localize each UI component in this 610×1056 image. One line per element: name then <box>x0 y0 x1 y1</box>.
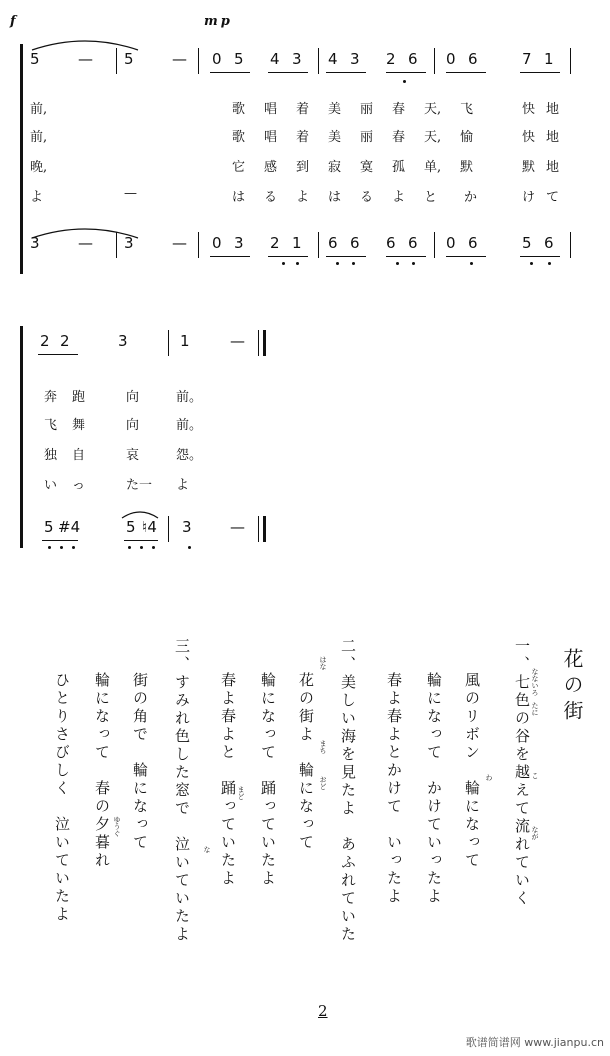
octave-dot <box>60 546 63 549</box>
note: 6 <box>350 234 360 252</box>
note: 5 <box>126 518 136 536</box>
note: 6 <box>544 234 554 252</box>
note: 2 <box>270 234 280 252</box>
lyric-syllable: た一 <box>126 478 153 493</box>
note: #4 <box>58 518 81 536</box>
beam-underline <box>386 72 426 73</box>
lyric-syllable: い <box>44 478 58 493</box>
octave-dot <box>128 546 131 549</box>
lyric-syllable: 歌 <box>232 102 246 117</box>
lyric-syllable: 春 <box>392 130 406 145</box>
note: 4 <box>328 50 338 68</box>
lyric-syllable: と <box>424 190 438 205</box>
octave-dot <box>412 262 415 265</box>
lyric-syllable: 默 <box>460 160 474 175</box>
lyric-syllable: け <box>522 190 536 205</box>
lyric-syllable: 默 <box>522 160 536 175</box>
lyric-syllable: か <box>464 190 478 205</box>
note: 4 <box>270 50 280 68</box>
octave-dot <box>352 262 355 265</box>
lyric-syllable: 晚, <box>30 160 48 175</box>
ruby-text: おど <box>319 776 327 790</box>
barline <box>168 330 169 356</box>
lyric-syllable: 唱 <box>264 130 278 145</box>
lyric-syllable: 地 <box>546 102 560 117</box>
lyric-syllable: 着 <box>296 130 310 145</box>
barline <box>198 232 199 258</box>
lyrics-column: 輪になって 踊っていたよ <box>259 672 277 888</box>
octave-dot <box>140 546 143 549</box>
lyric-syllable: 快 <box>522 130 536 145</box>
note: 3 <box>350 50 360 68</box>
lyrics-column: ひとりさびしく 泣いていたよ <box>53 672 71 924</box>
lyric-syllable: 快 <box>522 102 536 117</box>
lyric-syllable: 哀 <box>126 448 140 463</box>
note: — <box>78 50 93 68</box>
lyric-syllable: 唱 <box>264 102 278 117</box>
barline <box>570 232 571 258</box>
octave-dot <box>72 546 75 549</box>
final-barline <box>263 330 266 356</box>
octave-dot <box>296 262 299 265</box>
lyric-syllable: 寂 <box>328 160 342 175</box>
lyric-syllable: 美 <box>328 102 342 117</box>
lyrics-column: 三、すみれ色した窓で 泣いていたよ <box>173 638 191 944</box>
note: 5 <box>124 50 134 68</box>
lyric-syllable: 歌 <box>232 130 246 145</box>
lyric-syllable: 前, <box>30 130 48 145</box>
note: 0 <box>212 234 222 252</box>
beam-underline <box>210 256 250 257</box>
lyric-syllable: よ <box>392 190 406 205</box>
lyric-syllable: 春 <box>392 102 406 117</box>
octave-dot <box>282 262 285 265</box>
ruby-text: わ <box>485 774 493 781</box>
note: 2 <box>386 50 396 68</box>
note: 6 <box>386 234 396 252</box>
lyric-syllable: 自 <box>72 448 86 463</box>
note: — <box>78 234 93 252</box>
octave-dot <box>336 262 339 265</box>
lyric-syllable: 丽 <box>360 102 374 117</box>
lyric-syllable: っ <box>72 478 86 493</box>
barline <box>258 330 259 356</box>
note: 5 <box>44 518 54 536</box>
lyric-syllable: よ <box>176 478 190 493</box>
barline <box>168 516 169 542</box>
lyrics-column: 輪になって かけていったよ <box>425 672 443 906</box>
lyric-syllable: — <box>124 186 137 201</box>
lyric-syllable: 美 <box>328 130 342 145</box>
lyric-syllable: 独 <box>44 448 58 463</box>
dynamic-forte: f <box>10 14 16 29</box>
lyric-syllable: は <box>232 190 246 205</box>
barline <box>434 232 435 258</box>
note: 6 <box>408 50 418 68</box>
lyric-syllable: て <box>546 190 560 205</box>
lyric-syllable: る <box>360 190 374 205</box>
lyric-syllable: 前, <box>30 102 48 117</box>
note: 3 <box>30 234 40 252</box>
lyric-syllable: よ <box>30 190 44 205</box>
lyric-syllable: 飞 <box>44 418 58 433</box>
beam-underline <box>124 540 158 541</box>
lyric-syllable: 天, <box>424 130 442 145</box>
lyric-syllable: 孤 <box>392 160 406 175</box>
beam-underline <box>326 72 366 73</box>
note: 0 <box>212 50 222 68</box>
lyric-syllable: 地 <box>546 130 560 145</box>
lyrics-column: 二、美しい海を見たよ あふれていた <box>339 638 357 944</box>
lyrics-column: 花の街よ 輪になって <box>297 672 315 852</box>
beam-underline <box>446 256 486 257</box>
system-brace-line <box>20 44 23 274</box>
note: 1 <box>180 332 190 350</box>
ruby-text: なないろ <box>531 668 539 696</box>
barline <box>318 232 319 258</box>
lyric-syllable: 它 <box>232 160 246 175</box>
watermark: 歌谱简谱网 www.jianpu.cn <box>465 1036 604 1049</box>
note: 0 <box>446 234 456 252</box>
beam-underline <box>268 72 308 73</box>
note: 6 <box>468 234 478 252</box>
beam-underline <box>38 354 78 355</box>
octave-dot <box>403 80 406 83</box>
dynamic-mezzo-piano: mp <box>204 14 233 29</box>
lyric-syllable: 感 <box>264 160 278 175</box>
lyric-syllable: 地 <box>546 160 560 175</box>
note: 3 <box>118 332 128 350</box>
ruby-text: こ <box>531 772 539 779</box>
beam-underline <box>520 72 560 73</box>
lyric-syllable: 天, <box>424 102 442 117</box>
note: 3 <box>234 234 244 252</box>
beam-underline <box>520 256 560 257</box>
beam-underline <box>446 72 486 73</box>
octave-dot <box>152 546 155 549</box>
lyric-syllable: 愉 <box>460 130 474 145</box>
lyric-syllable: 前。 <box>176 418 203 433</box>
ruby-text: まど <box>237 786 245 800</box>
lyrics-column: 一、七色の谷を越えて流れていく <box>513 638 531 908</box>
ruby-text: まち <box>319 740 327 754</box>
octave-dot <box>396 262 399 265</box>
lyric-syllable: る <box>264 190 278 205</box>
note: 5 <box>522 234 532 252</box>
note: 1 <box>544 50 554 68</box>
barline <box>318 48 319 74</box>
octave-dot <box>188 546 191 549</box>
note: 2 <box>40 332 50 350</box>
barline <box>198 48 199 74</box>
note: — <box>172 234 187 252</box>
note: 3 <box>182 518 192 536</box>
slur-mark <box>120 508 160 520</box>
note: 6 <box>468 50 478 68</box>
lyric-syllable: よ <box>296 190 310 205</box>
beam-underline <box>210 72 250 73</box>
lyrics-column: 春よ春よとかけて いったよ <box>385 672 403 906</box>
lyrics-column: 輪になって 春の夕暮れ <box>93 672 111 870</box>
note: 6 <box>328 234 338 252</box>
note: 3 <box>124 234 134 252</box>
ruby-text: な <box>203 846 211 853</box>
note: 5 <box>30 50 40 68</box>
note: ♮4 <box>142 518 157 536</box>
lyric-syllable: は <box>328 190 342 205</box>
song-title: 花の街 <box>560 648 584 726</box>
lyric-syllable: 向 <box>126 390 140 405</box>
octave-dot <box>548 262 551 265</box>
note: 7 <box>522 50 532 68</box>
barline <box>258 516 259 542</box>
lyric-syllable: 到 <box>296 160 310 175</box>
barline <box>434 48 435 74</box>
note: — <box>230 518 245 536</box>
note: 1 <box>292 234 302 252</box>
beam-underline <box>42 540 78 541</box>
beam-underline <box>386 256 426 257</box>
note: 3 <box>292 50 302 68</box>
page-number: 2 <box>318 1002 328 1020</box>
ruby-text: たに <box>531 702 539 716</box>
lyric-syllable: 跑 <box>72 390 86 405</box>
note: 5 <box>234 50 244 68</box>
lyric-syllable: 飞 <box>460 102 474 117</box>
ruby-text: ゆうぐ <box>113 816 121 837</box>
system-brace-line <box>20 326 23 548</box>
note: 2 <box>60 332 70 350</box>
lyric-syllable: 向 <box>126 418 140 433</box>
lyric-syllable: 怨。 <box>176 448 203 463</box>
lyric-syllable: 寞 <box>360 160 374 175</box>
beam-underline <box>268 256 308 257</box>
final-barline <box>263 516 266 542</box>
note: — <box>230 332 245 350</box>
ruby-text: なが <box>531 826 539 840</box>
lyric-syllable: 前。 <box>176 390 203 405</box>
lyric-syllable: 着 <box>296 102 310 117</box>
octave-dot <box>48 546 51 549</box>
ruby-text: はな <box>319 656 327 670</box>
barline <box>570 48 571 74</box>
lyric-syllable: 单, <box>424 160 442 175</box>
beam-underline <box>326 256 366 257</box>
lyric-syllable: 丽 <box>360 130 374 145</box>
lyrics-column: 風のリボン 輪になって <box>463 672 481 870</box>
octave-dot <box>470 262 473 265</box>
note: — <box>172 50 187 68</box>
octave-dot <box>530 262 533 265</box>
lyrics-column: 春よ春よと 踊っていたよ <box>219 672 237 888</box>
note: 0 <box>446 50 456 68</box>
barline <box>116 48 117 74</box>
lyrics-column: 街の角で 輪になって <box>131 672 149 852</box>
note: 6 <box>408 234 418 252</box>
lyric-syllable: 奔 <box>44 390 58 405</box>
lyric-syllable: 舞 <box>72 418 86 433</box>
barline <box>116 232 117 258</box>
